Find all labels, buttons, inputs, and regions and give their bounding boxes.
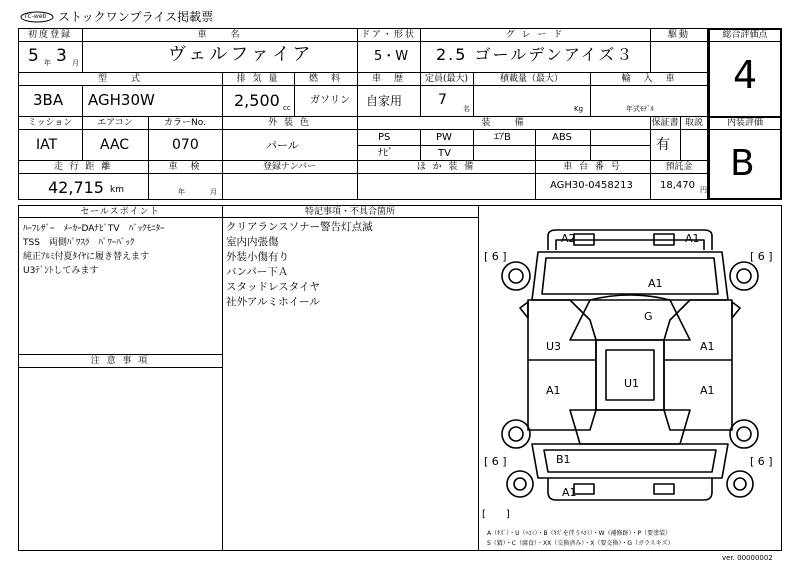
label-door-type: ドア・形状 <box>361 30 416 40</box>
special-line-4: バンパー下Ａ <box>226 266 289 278</box>
door-type: 5・W <box>374 49 409 64</box>
import-note: 年式ﾓﾃﾞﾙ <box>626 105 654 113</box>
damage-hood: A1 <box>648 277 663 290</box>
label-plate: 登録ナンバー <box>263 162 316 172</box>
damage-roof: U1 <box>624 377 640 390</box>
logo-text: TC-web <box>24 13 47 20</box>
tire-mark-front-right: [ 6 ] <box>750 250 773 263</box>
legend-line-2: S（錆）・C（腐食）・XX（交換済み）・X（要交換）・G（ガラスキズ） <box>487 540 674 547</box>
deposit: 18,470 <box>660 180 695 191</box>
special-line-2: 室内内張傷 <box>226 236 279 248</box>
damage-rear-hatch: B1 <box>556 453 571 466</box>
mileage: 42,715 <box>48 178 104 197</box>
history: 自家用 <box>366 94 403 108</box>
equip-navi: ﾅﾋﾞ <box>378 148 393 159</box>
damage-right-front-door: A1 <box>700 340 715 353</box>
damage-windshield: G <box>644 310 653 323</box>
chassis-number: AGH30-0458213 <box>550 180 633 191</box>
label-capacity: 定員(最大) <box>424 74 469 84</box>
aircon: AAC <box>100 137 130 153</box>
overall-score: 4 <box>733 53 758 97</box>
label-interior-score: 内装評価 <box>726 118 763 128</box>
label-mileage: 走 行 距 離 <box>53 162 113 172</box>
damage-right-rear-door: A1 <box>700 384 715 397</box>
label-exterior: 外 装 色 <box>268 118 311 128</box>
legend-line-1: A（ｷｽﾞ）・U（ﾍｺﾐ）・B（ｷｽﾞを伴うﾍｺﾐ）・W（補修跡）・P（要塗装） <box>487 530 672 537</box>
label-other-equip: ほ か 装 備 <box>416 162 476 172</box>
damage-front-bumper-right: A1 <box>685 232 700 245</box>
sales-line-1: ﾊｰﾌﾚｻﾞｰ ﾒｰｶｰDAﾅﾋﾞTV ﾊﾞｯｸﾓﾆﾀｰ <box>23 224 165 234</box>
label-manual: 取説 <box>684 118 703 128</box>
reg-year: 5 <box>28 46 39 66</box>
mission: IAT <box>36 137 58 153</box>
label-equipment: 装 備 <box>481 118 526 128</box>
label-chassis: 車 台 番 号 <box>563 162 622 172</box>
equip-abs: ABS <box>552 132 572 143</box>
label-fuel: 燃 料 <box>308 74 342 84</box>
tire-mark-rear-right: [ 6 ] <box>750 455 773 468</box>
label-history: 車 歴 <box>371 74 405 84</box>
displacement: 2,500 <box>234 91 280 110</box>
notes-title: 注 意 事 項 <box>90 356 150 366</box>
tire-mark-rear-left: [ 6 ] <box>484 455 507 468</box>
label-first-registration: 初度登録 <box>27 30 72 40</box>
label-overall-score: 総合評価点 <box>722 30 768 40</box>
label-displacement: 排 気 量 <box>236 74 280 84</box>
inspection-year-unit: 年 <box>178 188 185 196</box>
displacement-unit: cc <box>283 104 291 112</box>
deposit-unit: 円 <box>700 186 707 194</box>
interior-score: B <box>730 143 755 184</box>
color-no: 070 <box>172 137 199 153</box>
fuel: ガソリン <box>310 95 350 106</box>
special-notes-title: 特記事項・不具合箇所 <box>304 207 395 217</box>
load-unit: Kg <box>574 105 584 113</box>
label-model: 型 式 <box>97 74 142 84</box>
damage-left-rear-door: A1 <box>546 384 561 397</box>
version: ver. 00000002 <box>722 554 773 562</box>
equip-pw: PW <box>436 132 452 143</box>
special-line-6: 社外アルミホイール <box>226 296 320 308</box>
sales-line-4: U3ﾃﾞﾝﾄしてみます <box>23 266 99 276</box>
grade: 2.5 ゴールデンアイズ３ <box>436 45 635 64</box>
diagram-bracket: [ ] <box>482 509 510 520</box>
special-line-3: 外装小傷有り <box>226 251 289 263</box>
mileage-unit: km <box>110 185 124 195</box>
sales-line-3: 純正ｱﾙﾐ付夏ﾀｲﾔに履き替えます <box>23 252 150 262</box>
label-import: 輸 入 車 <box>621 74 677 84</box>
model-prefix: 3BA <box>33 91 64 109</box>
label-aircon: エアコン <box>97 118 133 128</box>
label-load: 積載量（最大） <box>499 74 563 84</box>
label-grade: グ レ ー ド <box>505 30 565 40</box>
label-car-name: 車 名 <box>197 30 242 40</box>
sales-points-title: セールスポイント <box>80 207 160 217</box>
label-deposit: 預託金 <box>665 162 693 172</box>
logo <box>20 11 54 23</box>
reg-month: 3 <box>56 46 67 66</box>
label-drive: 駆動 <box>667 30 690 40</box>
warranty: 有 <box>656 137 670 153</box>
form-title: ストックワンプライス掲載票 <box>58 10 214 24</box>
damage-left-front-door: U3 <box>546 340 562 353</box>
label-mission: ミッション <box>27 118 73 128</box>
model-code: AGH30W <box>88 91 155 109</box>
damage-rear-bumper: A1 <box>562 486 577 499</box>
exterior-color: パール <box>266 139 299 152</box>
car-name: ヴェルファイア <box>168 44 314 65</box>
equip-ps: PS <box>378 132 391 143</box>
label-color-no: カラーNo. <box>164 118 206 128</box>
sales-line-2: TSS 両側ﾊﾟﾜｽﾗ ﾊﾟﾜｰﾊﾞｯｸ <box>23 238 135 248</box>
label-warranty: 保証書 <box>651 118 679 128</box>
reg-month-unit: 月 <box>72 59 79 67</box>
tire-mark-front-left: [ 6 ] <box>484 250 507 263</box>
equip-tv: TV <box>438 148 451 159</box>
capacity: 7 <box>438 92 447 108</box>
damage-front-bumper-left: A2 <box>561 232 576 245</box>
equip-airbag: ｴｱB <box>494 132 511 143</box>
special-line-5: スタッドレスタイヤ <box>226 281 320 293</box>
inspection-month-unit: 月 <box>210 188 217 196</box>
reg-year-unit: 年 <box>44 59 51 67</box>
capacity-unit: 名 <box>463 105 470 113</box>
special-line-1: クリアランスソナー警告灯点滅 <box>226 221 373 233</box>
label-inspection: 車 検 <box>168 162 202 172</box>
